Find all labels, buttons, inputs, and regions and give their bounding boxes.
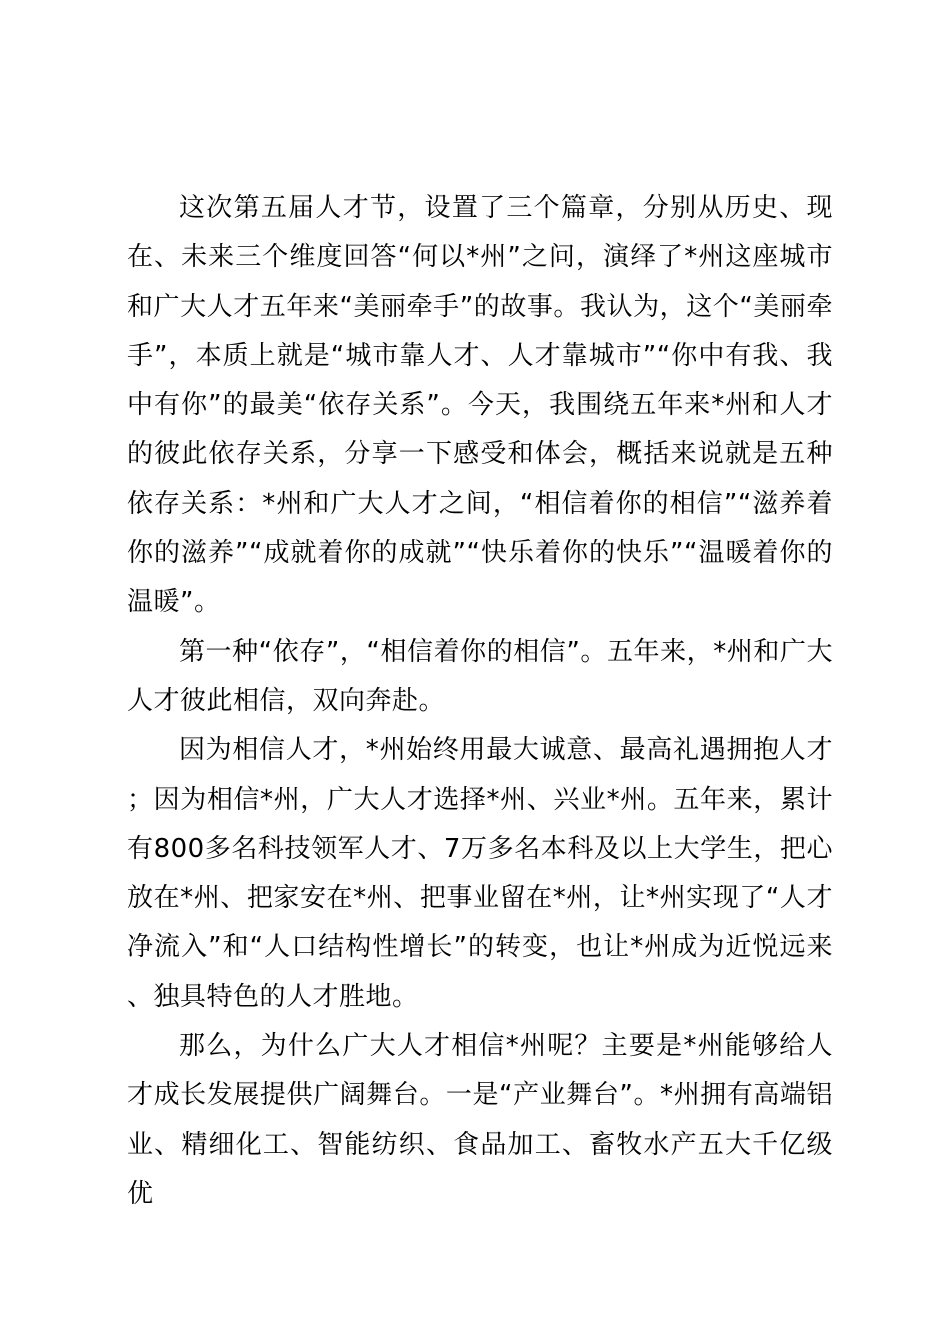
paragraph-why-trust: 那么，为什么广大人才相信*州呢？主要是*州能够给人才成长发展提供广阔舞台。一是“产业舞台”。*州拥有高端铝业、精细化工、智能纺织、食品加工、畜牧水产五大千亿级优 bbox=[127, 1031, 833, 1209]
document-body bbox=[127, 184, 833, 1219]
paragraph-intro: 这次第五届人才节，设置了三个篇章，分别从历史、现在、未来三个维度回答“何以*州”之问，演绎了*州这座城市和广大人才五年来“美丽牵手”的故事。我认为，这个“美丽牵手”，本质上就是“城市靠人才、人才靠城市”“你中有我、我中有你”的最美“依存关系”。今天，我围绕五年来*州和人才的彼此依存关系，分享一下感受和体会，概括来说就是五种依存关系：*州和广大人才之间，“相信着你的相信”“滋养着你的滋养”“成就着你的成就”“快乐着你的快乐”“温暖着你的温暖”。 bbox=[127, 193, 833, 618]
paragraph-trust-talent: 因为相信人才，*州始终用最大诚意、最高礼遇拥抱人才；因为相信*州，广大人才选择*州、兴业*州。五年来，累计有800多名科技领军人才、7万多名本科及以上大学生，把心放在*州、把家安在*州、把事业留在*州，让*州实现了“人才净流入”和“人口结构性增长”的转变，也让*州成为近悦远来、独具特色的人才胜地。 bbox=[127, 735, 833, 1012]
paragraph-first-dependence: 第一种“依存”，“相信着你的相信”。五年来，*州和广大人才彼此相信，双向奔赴。 bbox=[127, 636, 833, 716]
